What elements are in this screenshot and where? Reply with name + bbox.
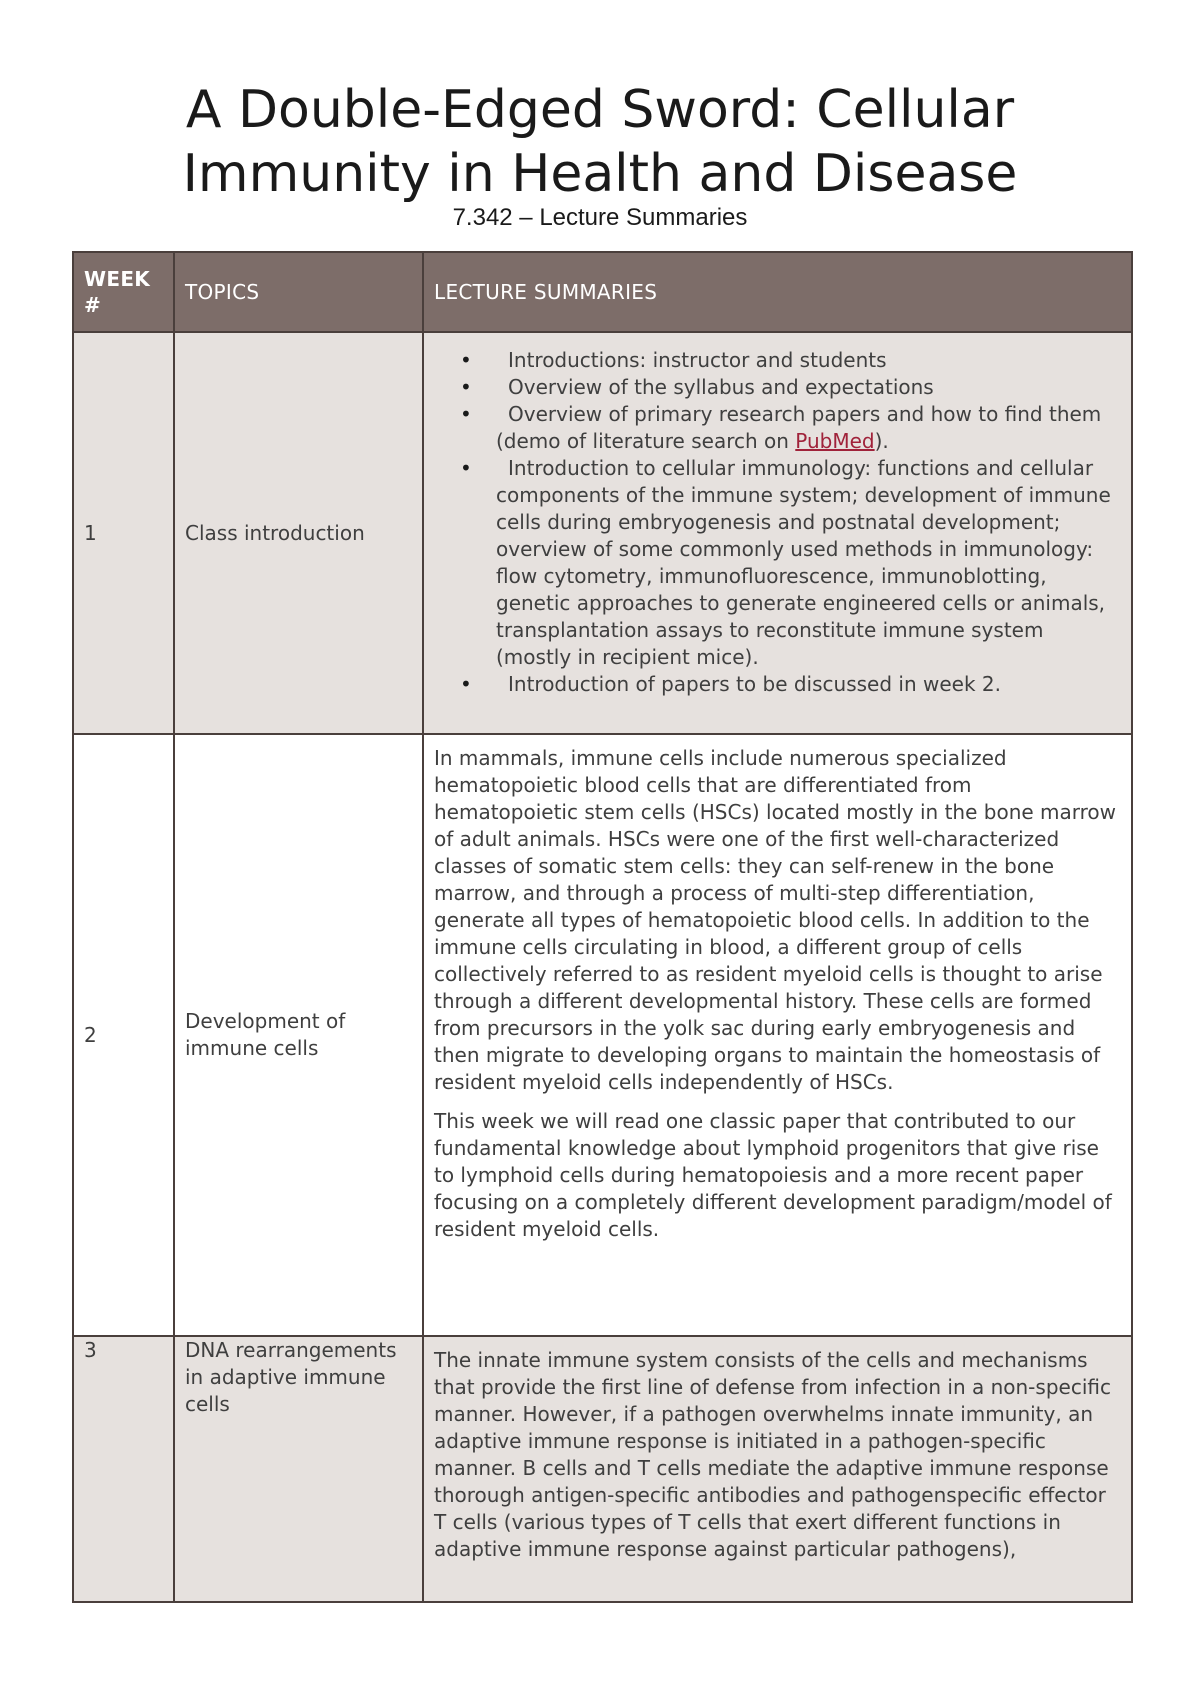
- title-line-1: A Double-Edged Sword: Cellular: [185, 80, 1015, 140]
- week-cell: 3: [73, 1336, 174, 1602]
- column-header-topics: TOPICS: [174, 252, 423, 332]
- list-item: • Overview of the syllabus and expectations: [496, 374, 1121, 401]
- list-item-text: Overview of primary research papers and how to find them (demo of literature search on: [496, 402, 1102, 453]
- title-line-2: Immunity in Health and Disease: [182, 144, 1018, 204]
- column-header-week: WEEK #: [73, 252, 174, 332]
- table-header-row: [73, 252, 1132, 332]
- list-item: [496, 401, 1121, 455]
- document-title: [0, 78, 1200, 206]
- table-row: [73, 332, 1132, 734]
- summary-bullet-list: [434, 347, 1121, 698]
- list-item: • Introduction to cellular immunology: functions and cellular components of the immune system; development of immune cells during embryogenesis and postnatal development; overview of some commonly used methods in immunology: flow cytometry, immunofluorescence, immunoblotting, genetic approaches to generate engineered cells or animals, transplantation assays to reconstitute immune system (mostly in recipient mice).: [496, 455, 1121, 671]
- summary-cell: [423, 332, 1132, 734]
- list-item: • Introduction of papers to be discussed in week 2.: [496, 671, 1121, 698]
- week-cell: 1: [73, 332, 174, 734]
- summary-paragraph: This week we will read one classic paper that contributed to our fundamental knowledge about lymphoid progenitors that give rise to lymphoid cells during hematopoiesis and a more recent paper focusing on a completely different development paradigm/model of resident myeloid cells.: [434, 1109, 1112, 1241]
- list-item: • Introductions: instructor and students: [496, 347, 1121, 374]
- table-row: [73, 734, 1132, 1336]
- topic-cell: Development of immune cells: [174, 734, 423, 1336]
- document-subtitle: 7.342 – Lecture Summaries: [452, 204, 748, 231]
- summary-cell: [423, 734, 1132, 1336]
- summary-paragraph: The innate immune system consists of the cells and mechanisms that provide the first line of defense from infection in a non-specific manner. However, if a pathogen overwhelms innate immunity, an adaptive immune response is initiated in a pathogen-specific manner. B cells and T cells mediate the adaptive immune response thorough antigen-specific antibodies and pathogenspecific effector T cells (various types of T cells that exert different functions in adaptive immune response against particular pathogens),: [434, 1348, 1111, 1561]
- topic-cell: Class introduction: [174, 332, 423, 734]
- summary-cell: [423, 1336, 1132, 1602]
- week-cell: 2: [73, 734, 174, 1336]
- lecture-summary-table: [72, 251, 1133, 1603]
- list-item-text-suffix: ).: [874, 429, 889, 453]
- pubmed-link[interactable]: PubMed: [795, 429, 875, 453]
- topic-cell: DNA rearrangements in adaptive immune cells: [174, 1336, 423, 1602]
- table-row: [73, 1336, 1132, 1602]
- summary-paragraph: In mammals, immune cells include numerous specialized hematopoietic blood cells that are differentiated from hematopoietic stem cells (HSCs) located mostly in the bone marrow of adult animals. HSCs were one of the first well-characterized classes of somatic stem cells: they can self-renew in the bone marrow, and through a process of multi-step differentiation, generate all types of hematopoietic blood cells. In addition to the immune cells circulating in blood, a different group of cells collectively referred to as resident myeloid cells is thought to arise through a different developmental history. These cells are formed from precursors in the yolk sac during early embryogenesis and then migrate to developing organs to maintain the homeostasis of resident myeloid cells independently of HSCs.: [434, 746, 1117, 1094]
- column-header-summaries: LECTURE SUMMARIES: [423, 252, 1132, 332]
